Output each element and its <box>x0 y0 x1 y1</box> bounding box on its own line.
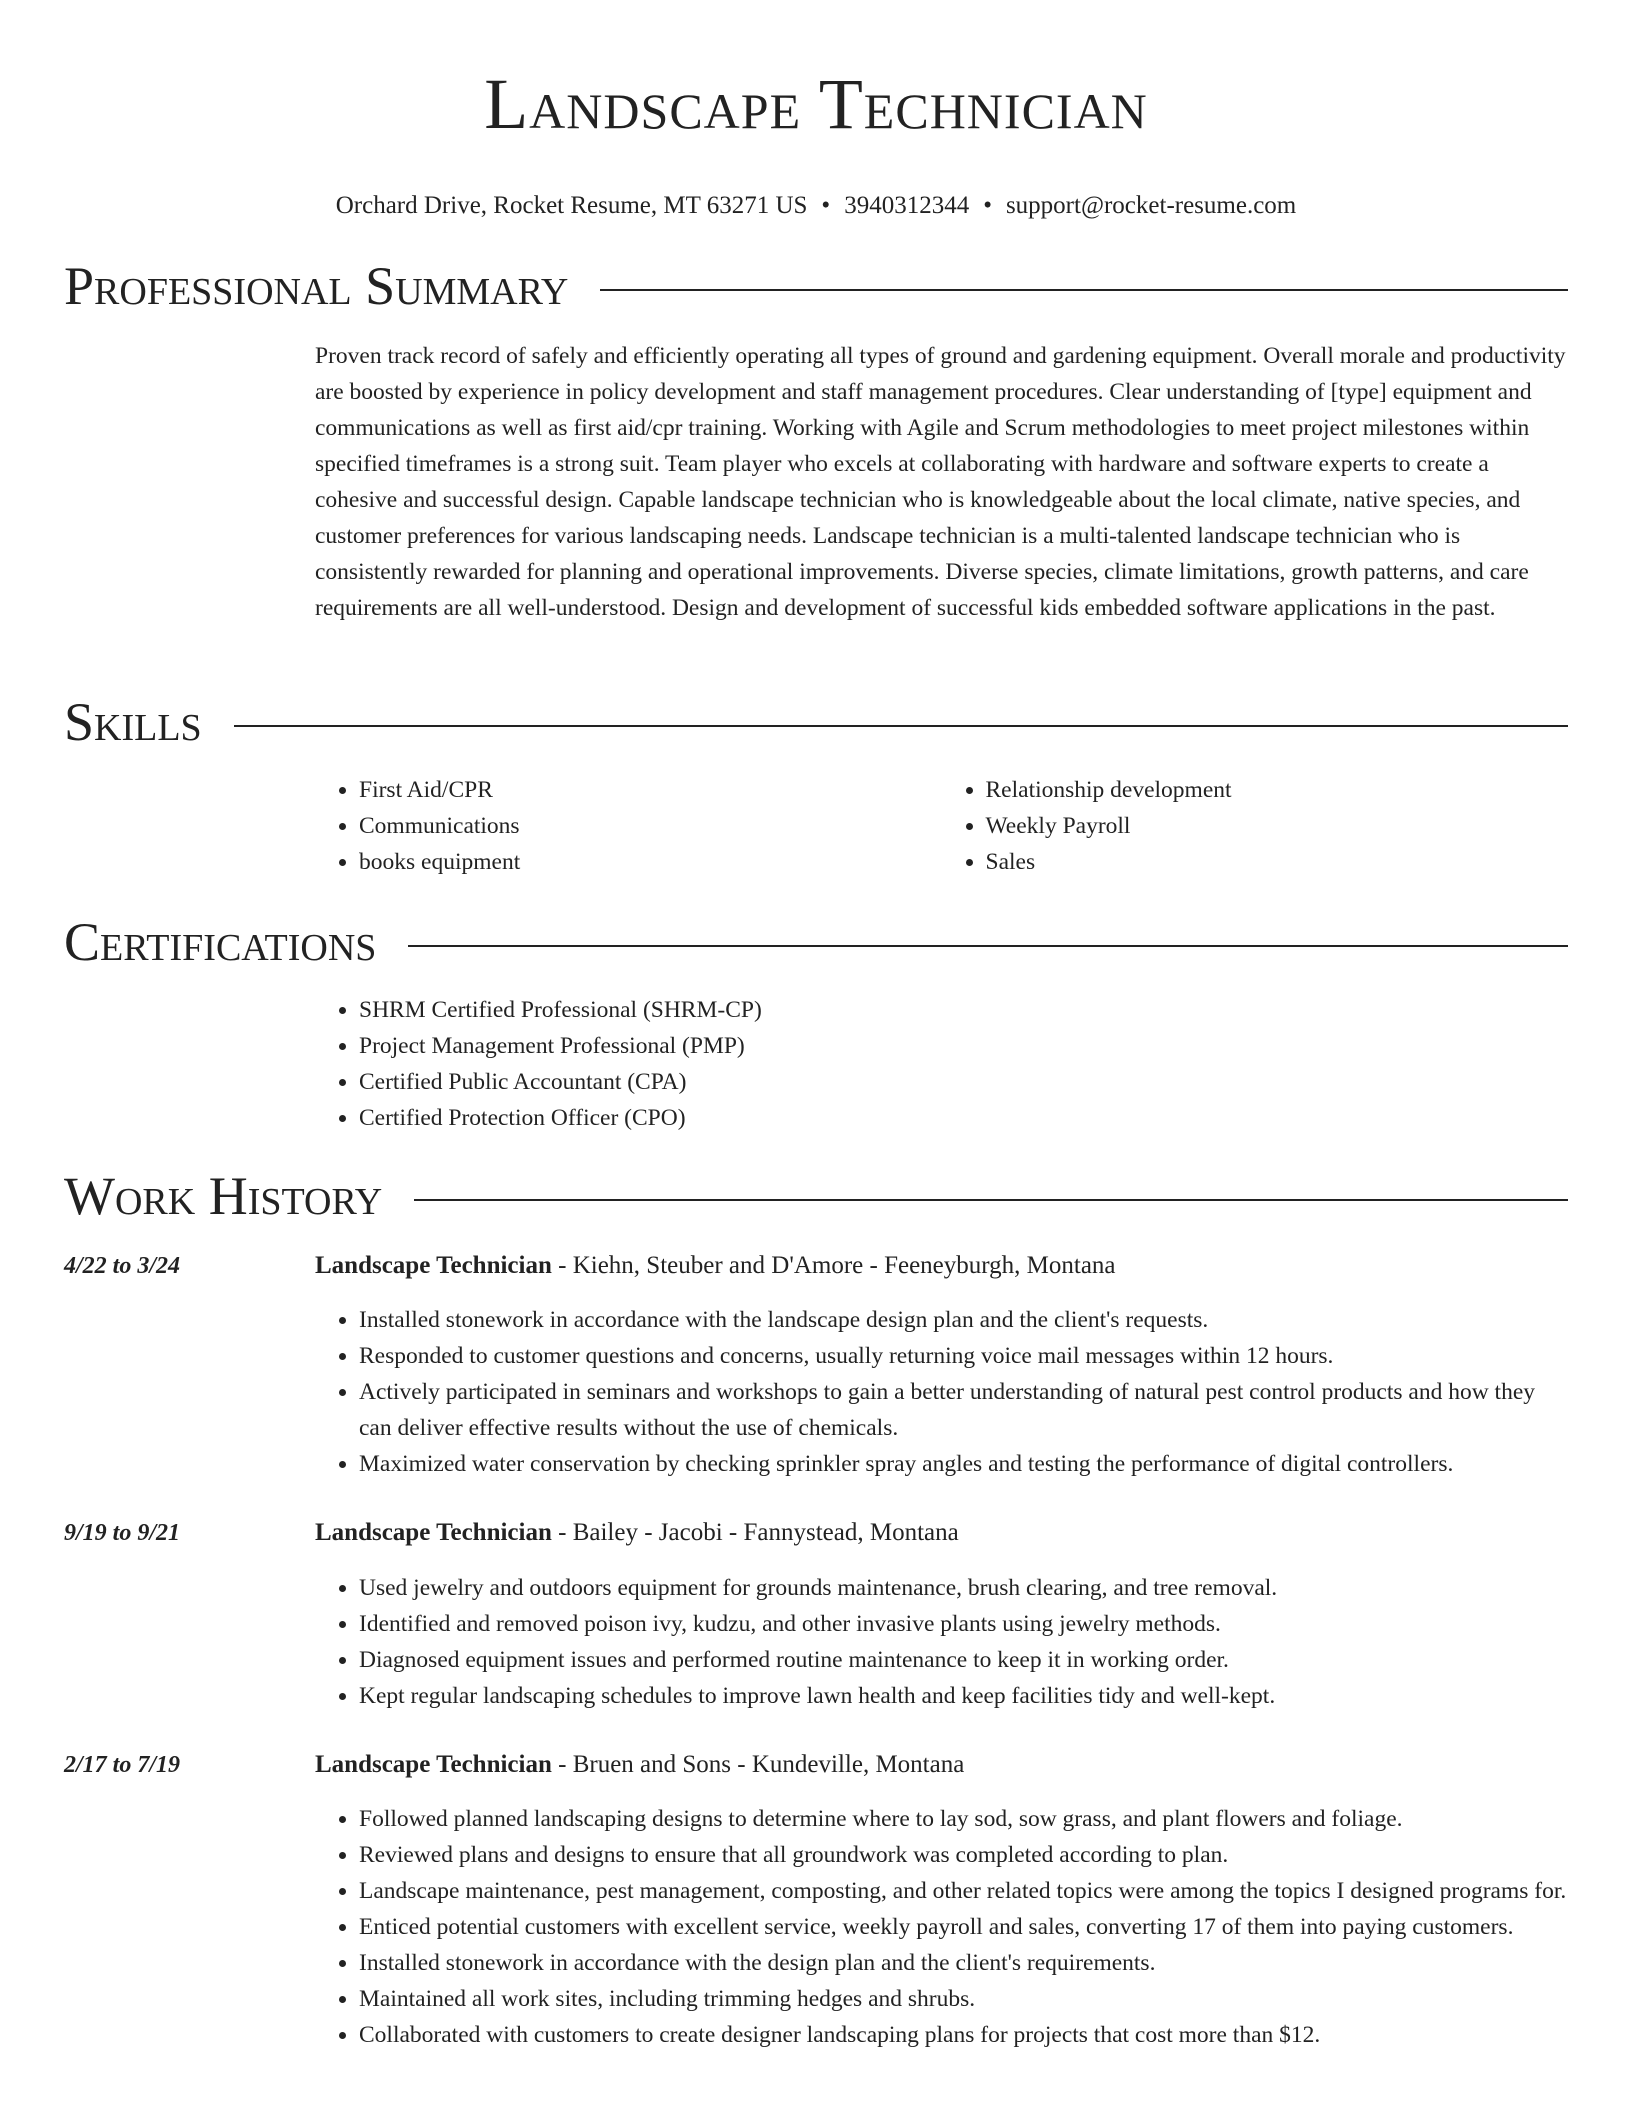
job-bullet: • Reviewed plans and designs to ensure that all groundwork was completed according to plan. <box>359 1837 1568 1873</box>
job-employer-location: - Bruen and Sons - Kundeville, Montana <box>551 1751 965 1778</box>
skills-column-left <box>315 772 942 880</box>
job-responsibilities <box>315 1302 1568 1482</box>
skill-item: • Communications <box>359 808 942 844</box>
job-employer-location: - Bailey - Jacobi - Fannystead, Montana <box>551 1519 959 1546</box>
skill-item: • Relationship development <box>986 772 1569 808</box>
contact-line <box>0 190 1632 222</box>
section-divider <box>408 945 1568 947</box>
job-bullet: • Maximized water conservation by checking sprinkler spray angles and testing the performance of digital controllers. <box>359 1446 1568 1482</box>
certifications-list <box>315 992 1568 1136</box>
skill-item: • First Aid/CPR <box>359 772 942 808</box>
job-bullet: • Maintained all work sites, including trimming hedges and shrubs. <box>359 1981 1568 2017</box>
job-bullet-list <box>315 1801 1568 2053</box>
skills-column-right <box>942 772 1569 880</box>
section-divider <box>234 725 1568 727</box>
job-dates: 2/17 to 7/19 <box>64 1752 181 1778</box>
contact-separator: • <box>983 192 992 219</box>
job-bullet: • Kept regular landscaping schedules to improve lawn health and keep facilities tidy and well-kept. <box>359 1678 1568 1714</box>
job-bullet: • Actively participated in seminars and workshops to gain a better understanding of natural pest control products and how they can deliver effective results without the use of chemicals. <box>359 1374 1568 1446</box>
job-title: Landscape Technician <box>315 1751 552 1778</box>
contact-phone: 3940312344 <box>844 192 970 219</box>
skill-item: • Weekly Payroll <box>986 808 1569 844</box>
job-bullet: • Installed stonework in accordance with the design plan and the client's requirements. <box>359 1945 1568 1981</box>
skill-item: • Sales <box>986 844 1569 880</box>
job-bullet: • Landscape maintenance, pest management, composting, and other related topics were among the topics I designed programs for. <box>359 1873 1568 1909</box>
contact-separator: • <box>821 192 831 219</box>
job-heading <box>315 1515 1568 1551</box>
job-dates: 9/19 to 9/21 <box>64 1520 181 1546</box>
job-bullet: • Responded to customer questions and concerns, usually returning voice mail messages within 12 hours. <box>359 1338 1568 1374</box>
job-employer-location: - Kiehn, Steuber and D'Amore - Feeneyburgh, Montana <box>551 1252 1116 1279</box>
job-title: Landscape Technician <box>315 1519 552 1546</box>
summary-body <box>315 338 1568 626</box>
job-heading <box>315 1248 1568 1284</box>
section-divider <box>600 289 1568 291</box>
certification-item: • Certified Public Accountant (CPA) <box>359 1064 1568 1100</box>
certification-item: • SHRM Certified Professional (SHRM-CP) <box>359 992 1568 1028</box>
job-responsibilities <box>315 1570 1568 1714</box>
skills-title: Skills <box>64 692 202 752</box>
work-title: Work History <box>64 1166 383 1226</box>
job-bullet-list <box>315 1302 1568 1482</box>
contact-address: Orchard Drive, Rocket Resume, MT 63271 US <box>335 192 808 219</box>
job-bullet: • Used jewelry and outdoors equipment for grounds maintenance, brush clearing, and tree removal. <box>359 1570 1568 1606</box>
work-section-header <box>64 1166 1568 1226</box>
skill-item: • books equipment <box>359 844 942 880</box>
job-bullet: • Diagnosed equipment issues and performed routine maintenance to keep it in working order. <box>359 1642 1568 1678</box>
contact-email: support@rocket-resume.com <box>1005 192 1297 219</box>
job-bullet: • Identified and removed poison ivy, kudzu, and other invasive plants using jewelry methods. <box>359 1606 1568 1642</box>
job-dates: 4/22 to 3/24 <box>64 1253 181 1279</box>
job-title: Landscape Technician <box>315 1252 552 1279</box>
job-bullet: • Collaborated with customers to create designer landscaping plans for projects that cost more than $12. <box>359 2017 1568 2053</box>
job-bullet: • Installed stonework in accordance with the landscape design plan and the client's requests. <box>359 1302 1568 1338</box>
job-responsibilities <box>315 1801 1568 2053</box>
skills-list <box>315 772 1568 880</box>
job-bullet-list <box>315 1570 1568 1714</box>
job-bullet: • Followed planned landscaping designs to determine where to lay sod, sow grass, and plant flowers and foliage. <box>359 1801 1568 1837</box>
certifications-items <box>315 992 1568 1136</box>
certifications-title: Certifications <box>64 912 377 972</box>
job-bullet: • Enticed potential customers with excellent service, weekly payroll and sales, converting 17 of them into paying customers. <box>359 1909 1568 1945</box>
candidate-name: Landscape Technician <box>484 64 1148 144</box>
summary-title: Professional Summary <box>64 256 569 316</box>
summary-text: Proven track record of safely and efficiently operating all types of ground and gardening equipment. Overall morale and productivity are boosted by experience in policy development and staff management procedures. Clear understanding of [type] equipment and communications as well as first aid/cpr training. Working with Agile and Scrum methodologies to meet project milestones within specified timeframes is a strong suit. Team player who excels at collaborating with hardware and software experts to create a cohesive and successful design. Capable landscape technician who is knowledgeable about the local climate, native species, and customer preferences for various landscaping needs. Landscape technician is a multi-talented landscape technician who is consistently rewarded for planning and operational improvements. Diverse species, climate limitations, growth patterns, and care requirements are all well-understood. Design and development of successful kids embedded software applications in the past. <box>315 343 1566 621</box>
section-divider <box>414 1199 1568 1201</box>
job-heading <box>315 1747 1568 1783</box>
summary-section-header <box>64 256 1568 316</box>
certification-item: • Project Management Professional (PMP) <box>359 1028 1568 1064</box>
certification-item: • Certified Protection Officer (CPO) <box>359 1100 1568 1136</box>
certifications-section-header <box>64 912 1568 972</box>
skills-section-header <box>64 692 1568 752</box>
